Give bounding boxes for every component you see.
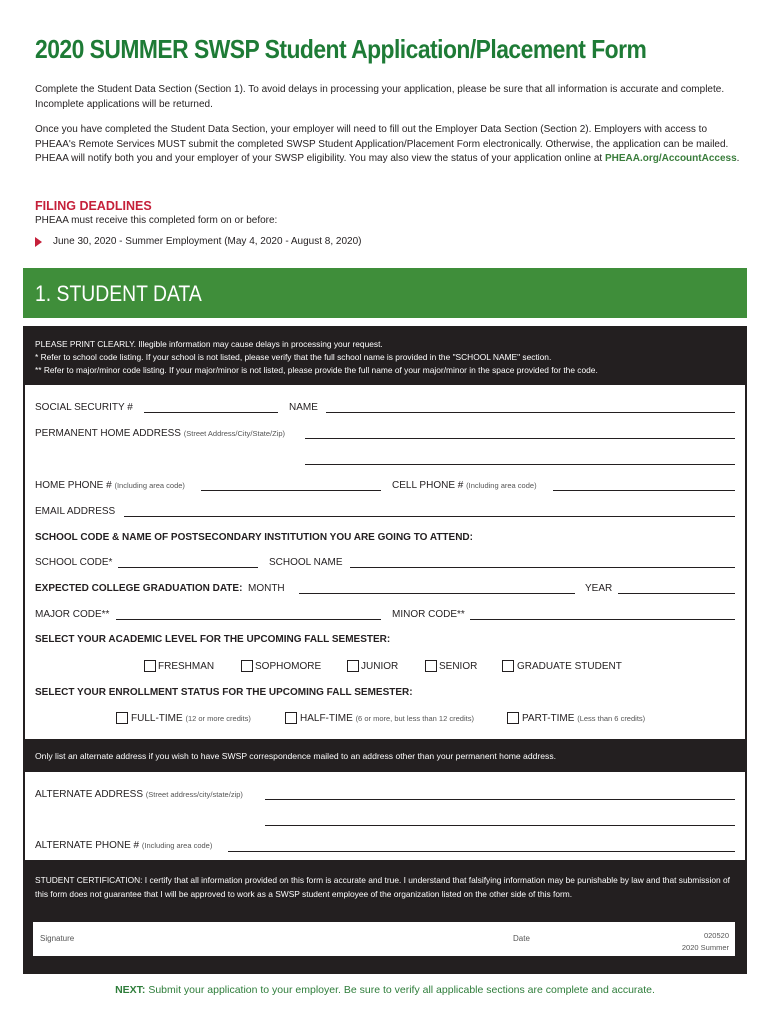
school-code-label: SCHOOL CODE* — [35, 557, 113, 568]
signature-label: Signature — [40, 934, 75, 943]
year-label: YEAR — [585, 583, 613, 594]
home-phone-label — [35, 480, 185, 491]
section-1-title: 1. STUDENT DATA — [35, 281, 202, 306]
half-time-hint: (6 or more, but less than 12 credits) — [355, 714, 474, 723]
minor-code-label: MINOR CODE** — [392, 609, 465, 620]
next-instruction — [0, 984, 770, 996]
cell-phone-hint: (Including area code) — [466, 481, 537, 490]
grad-date-row — [35, 583, 285, 594]
intro-paragraph-1: Complete the Student Data Section (Section 1). To avoid delays in processing your application, please be sure that all information is accurate and complete. Incomplete applications will be returned. — [35, 84, 725, 110]
name-input-line[interactable] — [326, 412, 735, 413]
page-title: 2020 SUMMER SWSP Student Application/Placement Form — [35, 34, 647, 64]
alt-address-line-2[interactable] — [265, 825, 735, 826]
home-address-line-2[interactable] — [305, 464, 735, 465]
part-time-hint: (Less than 6 credits) — [577, 714, 646, 723]
half-time-checkbox[interactable] — [285, 712, 297, 724]
home-address-line-1[interactable] — [305, 438, 735, 439]
full-time-checkbox[interactable] — [116, 712, 128, 724]
part-time-checkbox[interactable] — [507, 712, 519, 724]
home-phone-hint: (Including area code) — [114, 481, 185, 490]
ssn-input-line[interactable] — [144, 412, 278, 413]
email-input-line[interactable] — [124, 516, 735, 517]
freshman-checkbox[interactable] — [144, 660, 156, 672]
school-name-input-line[interactable] — [350, 567, 735, 568]
enrollment-status-heading: SELECT YOUR ENROLLMENT STATUS FOR THE UPCOMING FALL SEMESTER: — [35, 687, 413, 698]
home-address-label — [35, 428, 285, 439]
alt-phone-text: ALTERNATE PHONE # — [35, 840, 140, 851]
full-time-text: FULL-TIME — [131, 713, 183, 724]
form-code-label: 2020 Summer — [681, 943, 729, 952]
grad-date-label: EXPECTED COLLEGE GRADUATION DATE: — [35, 583, 243, 594]
graduate-student-label: GRADUATE STUDENT — [517, 661, 622, 672]
intro-paragraph-2-end: . — [736, 153, 740, 164]
sophomore-checkbox[interactable] — [241, 660, 253, 672]
alt-address-text: ALTERNATE ADDRESS — [35, 789, 143, 800]
major-code-input-line[interactable] — [116, 619, 381, 620]
month-label: MONTH — [247, 583, 285, 594]
home-phone-text: HOME PHONE # — [35, 480, 112, 491]
senior-label: SENIOR — [439, 661, 478, 672]
next-label: NEXT: — [115, 984, 146, 996]
freshman-label: FRESHMAN — [158, 661, 215, 672]
alt-address-hint: (Street address/city/state/zip) — [145, 790, 243, 799]
print-note-2: * Refer to school code listing. If your school is not listed, please verify that the full school name is provided in the "SCHOOL NAME" section. — [35, 352, 552, 362]
part-time-text: PART-TIME — [522, 713, 575, 724]
junior-checkbox[interactable] — [347, 660, 359, 672]
alternate-address-note: Only list an alternate address if you wish to have SWSP correspondence mailed to an address other than your permanent home address. — [35, 751, 557, 761]
month-input-line[interactable] — [299, 593, 575, 594]
next-text: Submit your application to your employer. Be sure to verify all applicable sections are complete and accurate. — [148, 984, 655, 996]
alt-phone-input-line[interactable] — [228, 851, 735, 852]
home-phone-input-line[interactable] — [201, 490, 381, 491]
filing-deadlines-subtext: PHEAA must receive this completed form on or before: — [35, 215, 278, 226]
academic-level-heading: SELECT YOUR ACADEMIC LEVEL FOR THE UPCOMING FALL SEMESTER: — [35, 634, 391, 645]
school-code-input-line[interactable] — [118, 567, 258, 568]
deadline-item-text: June 30, 2020 - Summer Employment (May 4, 2020 - August 8, 2020) — [53, 236, 362, 247]
minor-code-input-line[interactable] — [470, 619, 735, 620]
school-heading: SCHOOL CODE & NAME OF POSTSECONDARY INSTITUTION YOU ARE GOING TO ATTEND: — [35, 532, 473, 543]
signature-box[interactable] — [33, 922, 735, 956]
intro-paragraph-2-text: Once you have completed the Student Data Section, your employer will need to fill out the Employer Data Section (Section 2). Employers with access to PHEAA's Remote Services MUST submit the completed SWSP Student Application/Placement Form electronically. Otherwise, the application can be mailed. PHEAA will notify both you and your employer of your SWSP eligibility. You may also view the status of your application online at — [35, 124, 729, 164]
year-input-line[interactable] — [618, 593, 735, 594]
home-address-text: PERMANENT HOME ADDRESS — [35, 428, 181, 439]
part-time-label — [522, 713, 645, 724]
graduate-student-checkbox[interactable] — [502, 660, 514, 672]
form-code-number: 020520 — [703, 931, 729, 940]
print-note-1: PLEASE PRINT CLEARLY. Illegible information may cause delays in processing your request. — [35, 339, 383, 349]
sophomore-label: SOPHOMORE — [255, 661, 322, 672]
deadline-item — [35, 236, 362, 247]
senior-checkbox[interactable] — [425, 660, 437, 672]
alt-address-line-1[interactable] — [265, 799, 735, 800]
print-instructions — [35, 338, 598, 377]
junior-label: JUNIOR — [361, 661, 399, 672]
alt-phone-label — [35, 840, 212, 851]
home-address-hint: (Street Address/City/State/Zip) — [183, 429, 286, 438]
cell-phone-input-line[interactable] — [553, 490, 735, 491]
filing-deadlines-heading: FILING DEADLINES — [35, 199, 152, 213]
cell-phone-label — [392, 480, 537, 491]
full-time-label — [131, 713, 251, 724]
full-time-hint: (12 or more credits) — [185, 714, 251, 723]
print-note-3: ** Refer to major/minor code listing. If your major/minor is not listed, please provide the full name of your major/minor in the space provided for the code. — [35, 365, 598, 375]
account-access-link[interactable]: PHEAA.org/AccountAccess — [604, 153, 737, 164]
half-time-label — [300, 713, 474, 724]
section-1-header — [23, 268, 747, 318]
name-label: NAME — [289, 402, 318, 413]
triangle-bullet-icon — [35, 237, 42, 247]
form-code — [682, 930, 729, 954]
cell-phone-text: CELL PHONE # — [392, 480, 464, 491]
alt-phone-hint: (Including area code) — [141, 841, 213, 850]
school-name-label: SCHOOL NAME — [269, 557, 343, 568]
student-certification: STUDENT CERTIFICATION: I certify that all information provided on this form is accurate and true. I understand that falsifying information may be punishable by law and that submission of this form does not guarantee that I will be approved to work as a SWSP student employee of the organization listed on the other side of this form. — [35, 875, 730, 899]
intro-paragraph-2 — [35, 123, 745, 167]
alt-address-label — [35, 789, 243, 800]
ssn-label: SOCIAL SECURITY # — [35, 402, 133, 413]
major-code-label: MAJOR CODE** — [35, 609, 110, 620]
email-label: EMAIL ADDRESS — [35, 506, 116, 517]
half-time-text: HALF-TIME — [300, 713, 353, 724]
date-label: Date — [513, 934, 530, 943]
